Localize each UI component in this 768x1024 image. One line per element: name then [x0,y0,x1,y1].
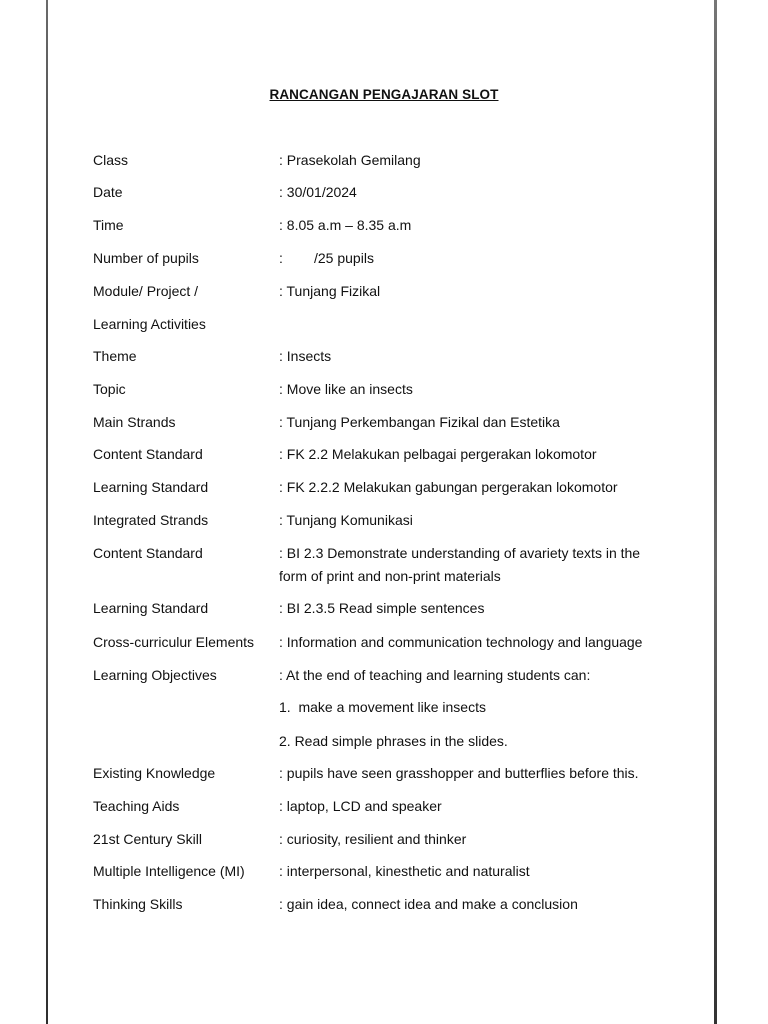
field-value: : Move like an insects [279,381,413,397]
field-label: Content Standard [93,545,203,561]
field-label: Existing Knowledge [93,765,216,781]
field-label: Content Standard [93,446,203,462]
field-value: : Insects [279,348,332,364]
field-label: Learning Activities [93,316,206,332]
field-value: : pupils have seen grasshopper and butterflies before this. [279,765,639,781]
field-label: Thinking Skills [93,896,183,912]
field-label: Cross-curriculur Elements [93,634,255,650]
field-value: 2. Read simple phrases in the slides. [279,733,508,749]
page-edge-right [714,0,717,1024]
field-label: Class [93,152,129,168]
field-label: Learning Objectives [93,667,217,683]
field-label: Learning Standard [93,600,209,616]
field-value: : laptop, LCD and speaker [279,798,442,814]
field-value: : Tunjang Komunikasi [279,512,413,528]
field-value: : Prasekolah Gemilang [279,152,421,168]
field-label: Topic [93,381,126,397]
field-label: Date [93,184,123,200]
field-label: Module/ Project / [93,283,199,299]
field-label: Time [93,217,124,233]
field-value: : Information and communication technology and language [279,634,643,650]
field-label: 21st Century Skill [93,831,202,847]
field-value: : Tunjang Perkembangan Fizikal dan Estetika [279,414,560,430]
page-edge-left [46,0,48,1024]
field-value: : Tunjang Fizikal [279,283,381,299]
field-value: : BI 2.3.5 Read simple sentences [279,600,485,616]
field-label: Learning Standard [93,479,209,495]
field-label: Theme [93,348,137,364]
field-value: : interpersonal, kinesthetic and naturalist [279,863,530,879]
field-value: : FK 2.2.2 Melakukan gabungan pergerakan lokomotor [279,479,618,495]
field-value: : curiosity, resilient and thinker [279,831,467,847]
field-value: : BI 2.3 Demonstrate understanding of avariety texts in the form of print and non-print materials [279,545,641,584]
field-value: : At the end of teaching and learning students can: [279,667,591,683]
field-value: : /25 pupils [279,250,374,266]
field-label: Multiple Intelligence (MI) [93,863,245,879]
field-value: : gain idea, connect idea and make a conclusion [279,896,578,912]
field-label: Number of pupils [93,250,199,266]
field-label: Integrated Strands [93,512,209,528]
field-value: : 30/01/2024 [279,184,357,200]
field-label: Main Strands [93,414,176,430]
document-title: RANCANGAN PENGAJARAN SLOT [269,87,499,102]
field-value: : 8.05 a.m – 8.35 a.m [279,217,412,233]
field-value: 1. make a movement like insects [279,699,486,715]
field-label: Teaching Aids [93,798,180,814]
field-value: : FK 2.2 Melakukan pelbagai pergerakan lokomotor [279,446,597,462]
